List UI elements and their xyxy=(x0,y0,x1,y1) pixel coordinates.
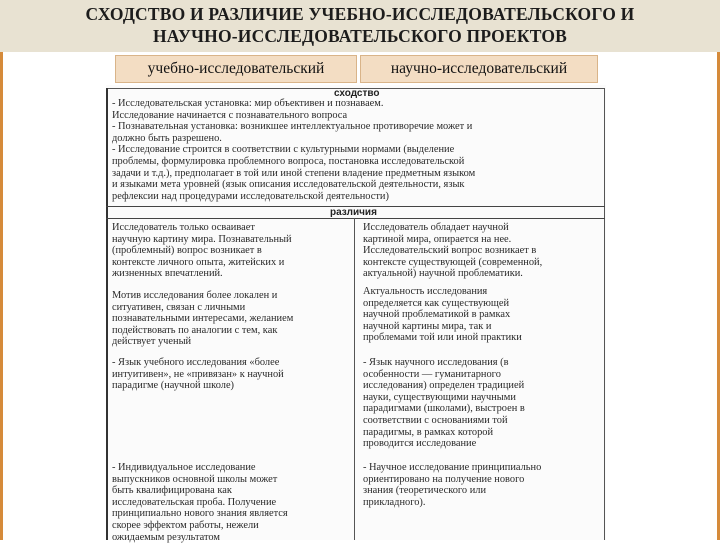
table-border-right xyxy=(604,88,605,540)
cell-line: соответствии с основаниями той xyxy=(363,414,508,426)
cell-line: научной картины мира, так и xyxy=(363,320,492,332)
cell-line: принципиально нового знания является xyxy=(112,508,288,520)
title-line-1: СХОДСТВО И РАЗЛИЧИЕ УЧЕБНО-ИССЛЕДОВАТЕЛЬСКОГО И xyxy=(85,4,635,24)
cell-line: контексте существующей (современной, xyxy=(363,256,543,268)
row-2-scientific xyxy=(363,286,603,344)
page-title xyxy=(0,3,720,47)
similarity-line: проблемы, формулировка проблемного вопроса, постановка исследовательской xyxy=(112,155,465,167)
row-1-scientific xyxy=(363,222,603,280)
similarity-line: задачи и т.д.), предполагает в той или иной степени владение предметным языком xyxy=(112,167,476,179)
cell-line: картиной мира, опирается на нее. xyxy=(363,233,512,245)
row-4-scientific xyxy=(363,462,603,508)
cell-line: скорее эффектом работы, нежели xyxy=(112,519,259,531)
cell-line: ориентировано на получение нового xyxy=(363,473,525,485)
similarity-line: - Познавательная установка: возникшее интеллектуальное противоречие может и xyxy=(112,121,473,133)
cell-line: Исследователь обладает научной xyxy=(363,222,509,233)
cell-line: определяется как существующей xyxy=(363,297,510,309)
column-header-scientific: научно-исследовательский xyxy=(360,55,598,83)
cell-line: выпускников основной школы может xyxy=(112,473,278,485)
similarity-line: и языками мета уровней (язык описания исследовательской деятельности, язык xyxy=(112,179,465,191)
cell-line: научной проблематикой в рамках xyxy=(363,309,511,321)
cell-line: Актуальность исследования xyxy=(363,286,488,297)
section-label-difference: различия xyxy=(330,207,377,218)
cell-line: интуитивен», не «привязан» к научной xyxy=(112,368,284,380)
cell-line: парадигмами (школами), выстроен в xyxy=(363,403,525,415)
row-2-educational xyxy=(112,290,352,348)
cell-line: - Язык учебного исследования «более xyxy=(112,357,280,368)
row-3-educational xyxy=(112,357,352,392)
divider-difference xyxy=(106,218,605,219)
row-3-scientific xyxy=(363,357,603,450)
column-header-educational: учебно-исследовательский xyxy=(115,55,357,83)
cell-line: Мотив исследования более локален и xyxy=(112,290,278,301)
cell-line: ситуативен, связан с личными xyxy=(112,301,246,313)
similarity-line: - Исследование строится в соответствии с культурными нормами (выделение xyxy=(112,144,455,156)
column-divider xyxy=(354,218,355,540)
cell-line: парадигмы, в рамках которой xyxy=(363,426,494,438)
cell-line: научную картину мира. Познавательный xyxy=(112,233,292,245)
table-border-left xyxy=(106,88,108,540)
cell-line: - Индивидуальное исследование xyxy=(112,462,256,473)
similarity-line: должно быть разрешено. xyxy=(112,132,222,144)
cell-line: особенности — гуманитарного xyxy=(363,368,501,380)
cell-line: - Язык научного исследования (в xyxy=(363,357,509,368)
cell-line: проблемами той или иной практики xyxy=(363,332,522,344)
cell-line: жизненных впечатлений. xyxy=(112,268,223,280)
cell-line: актуальной) научной проблематики. xyxy=(363,268,523,280)
cell-line: Исследовательский вопрос возникает в xyxy=(363,245,537,257)
cell-line: знания (теоретического или xyxy=(363,485,487,497)
similarity-text xyxy=(112,98,600,202)
title-line-2: НАУЧНО-ИССЛЕДОВАТЕЛЬСКОГО ПРОЕКТОВ xyxy=(152,26,568,46)
cell-line: ожидаемым результатом xyxy=(112,531,220,543)
cell-line: парадигме (научной школе) xyxy=(112,380,235,392)
similarity-line: Исследование начинается с познавательного вопроса xyxy=(112,109,348,121)
row-4-educational xyxy=(112,462,352,543)
cell-line: - Научное исследование принципиально xyxy=(363,462,542,473)
cell-line: исследовательская проба. Получение xyxy=(112,496,277,508)
row-1-educational xyxy=(112,222,352,280)
cell-line: контексте личного опыта, житейских и xyxy=(112,256,285,268)
cell-line: науки, существующими научными xyxy=(363,391,516,403)
similarity-line: - Исследовательская установка: мир объективен и познаваем. xyxy=(112,98,384,109)
cell-line: Исследователь только осваивает xyxy=(112,222,255,233)
cell-line: проводится исследование xyxy=(363,438,477,450)
similarity-line: рефлексии над процедурами исследовательской деятельности) xyxy=(112,190,389,202)
cell-line: действует ученый xyxy=(112,336,192,348)
cell-line: быть квалифицирована как xyxy=(112,485,232,497)
cell-line: прикладного). xyxy=(363,496,426,508)
cell-line: познавательными интересами, желанием xyxy=(112,313,294,325)
cell-line: (проблемный) вопрос возникает в xyxy=(112,245,262,257)
cell-line: исследования) определен традицией xyxy=(363,380,525,392)
left-accent-line xyxy=(0,52,3,540)
cell-line: подействовать по аналогии с тем, как xyxy=(112,324,278,336)
section-label-similarity: сходство xyxy=(334,88,380,99)
